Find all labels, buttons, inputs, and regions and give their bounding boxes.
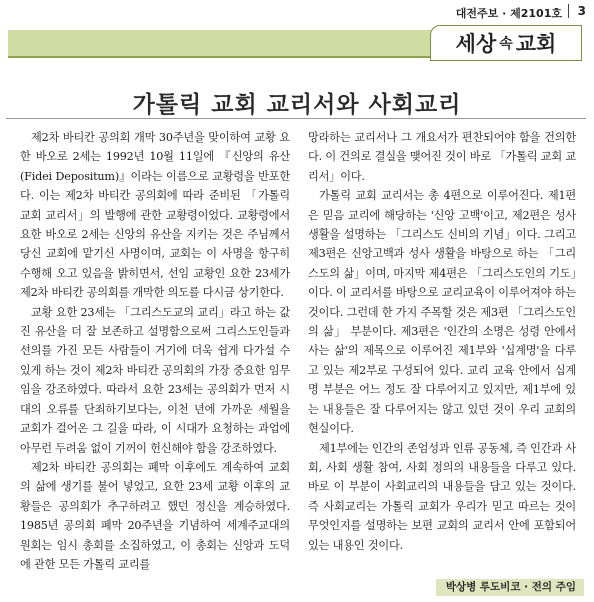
section-name-c: 교회 — [515, 32, 557, 56]
title-rule — [6, 118, 586, 119]
section-name-b: 속 — [499, 36, 513, 52]
paper-issue: 대전주보 · 제2101호 — [455, 7, 562, 20]
masthead-divider — [568, 4, 569, 18]
article-title: 가톨릭 교회 교리서와 사회교리 — [132, 92, 462, 118]
masthead — [0, 4, 594, 22]
article-column-right — [308, 128, 576, 555]
section-tag — [430, 25, 582, 61]
section-banner — [8, 30, 582, 58]
section-name-a: 세상 — [455, 32, 497, 56]
paragraph: 제2차 바티칸 공의회 개막 30주년을 맞이하여 교황 요한 바오로 2세는 1992년 10월 11일에 『신앙의 유산(Fidei Depositum)』이라는 이름으로 교황령을 반포한다. 이는 제2차 바티칸 공의회에 따라 준비된 「가톨릭 교회 교리서」의 발행에 관한 교황령이었다. 교황령에서 요한 바오로 2세는 신앙의 유산을 지키는 것은 주님께서 당신 교회에 맡기신 사명이며, 교회는 이 사명을 항구히 수행해 오고 있음을 밝히면서, 선임 교황인 요한 23세가 제2차 바티칸 공의회를 개막한 의도를 다시금 상기한다. — [20, 131, 290, 300]
paragraph: 교황 요한 23세는 「그리스도교의 교리」라고 하는 값진 유산을 더 잘 보존하고 설명함으로써 그리스도인들과 선의를 가진 모든 사람들이 거기에 더욱 쉽게 다가설 수 있게 하는 것이 제2차 바티칸 공의회의 가장 중요한 임무임을 강조하였다. 따라서 요한 23세는 공의회가 먼저 시대의 오류를 단죄하기보다는, 이천 년에 가까운 세월을 교회가 걸어온 그 길을 따라, 이 시대가 요청하는 과업에 아무런 두려움 없이 기꺼이 헌신해야 함을 강조하였다. — [20, 305, 290, 455]
paragraph: 망라하는 교리서나 그 개요서가 편찬되어야 함을 건의한다. 이 건의로 결실을 맺어진 것이 바로 「가톨릭 교회 교리서」이다. — [308, 131, 576, 183]
page-number: 3 — [577, 4, 586, 18]
paragraph: 제1부에는 인간의 존엄성과 인류 공동체, 즉 인간과 사회, 사회 생활 참여, 사회 정의의 내용들을 다루고 있다. 바로 이 부분이 사회교리의 내용들을 담고 있는 것이다. 즉 사회교리는 가톨릭 교회가 우리가 믿고 따르는 것이 무엇인지를 설명하는 보편 교회의 교리서 안에 포함되어 있는 내용인 것이다. — [308, 441, 576, 552]
author-byline: 박상병 루도비코 · 전의 주임 — [436, 579, 584, 596]
article-column-left — [20, 128, 290, 574]
paragraph: 제2차 바티칸 공의회는 폐막 이후에도 계속하여 교회의 삶에 생기를 불어 넣었고, 요한 23세 교황 이후의 교황들은 공의회가 추구하려고 했던 정신을 계승하였다. 1985년 공의회 폐막 20주년을 기념하여 세계주교대의원회는 임시 총회를 소집하였고, 이 총회는 신앙과 도덕에 관한 모든 가톨릭 교리를 — [20, 460, 290, 571]
paragraph: 가톨릭 교회 교리서는 총 4편으로 이루어진다. 제1편은 믿음 교리에 해당하는 '신앙 고백'이고, 제2편은 성사 생활을 설명하는 「그리스도 신비의 기념」이다. 그리고 제3편은 신앙고백과 성사 생활을 바탕으로 하는 「그리스도의 삶」이며, 마지막 제4편은 「그리스도인의 기도」이다. 이 교리서를 바탕으로 교리교육이 이루어져야 하는 것이다. 그런데 한 가지 주목할 것은 제3편 「그리스도인의 삶」 부분이다. 제3편은 '인간의 소명은 성령 안에서 사는 삶'의 제목으로 이루어진 제1부와 '십계명'을 다루고 있는 제2부로 구성되어 있다. 교리 교육 안에서 십계명 부분은 어느 정도 잘 다루어지고 있지만, 제1부에 있는 내용들은 잘 다루어지는 않고 있던 것이 우리 교회의 현실이다. — [308, 189, 576, 436]
